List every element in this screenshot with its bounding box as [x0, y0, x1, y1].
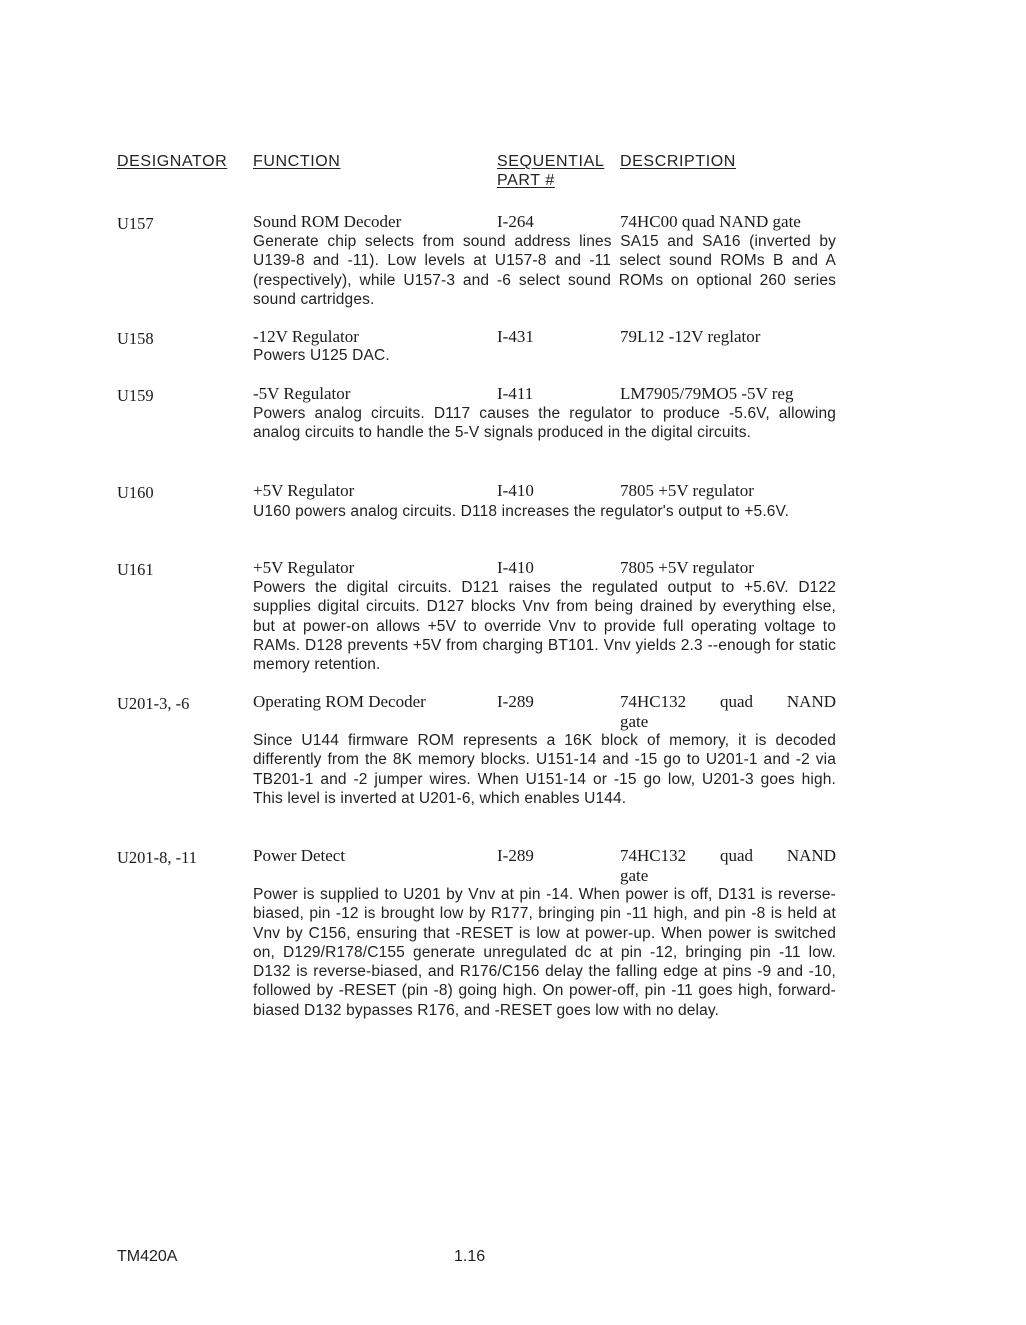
entry-body-text: Power is supplied to U201 by Vnv at pin -14. When power is off, D131 is reverse-biased, pin -12 is brought low by R177, bringing pin -11 high, and pin -8 is held at Vnv by C156, ensuring that -RESET is low at power-up. When power is switched on, D129/R178/C155 generate unregulated dc at pin -12, bringing pin -11 low. D132 is reverse-biased, and R176/C156 delay the falling edge at pins -9 and -10, followed by -RESET (pin -8) going high. On power-off, pin -11 goes high, forward-biased D132 bypasses R176, and -RESET goes low with no delay. — [253, 886, 836, 1019]
entry-description — [620, 692, 836, 732]
entry-function: Sound ROM Decoder — [253, 212, 402, 231]
description-word: NAND — [786, 692, 836, 711]
header-part-number: PART # — [497, 172, 555, 189]
entry-body-text: U160 powers analog circuits. D118 increases the regulator's output to +5.6V. — [253, 503, 790, 520]
entry-description: 7805 +5V regulator — [620, 558, 754, 577]
description-word: quad — [719, 692, 754, 711]
header-sequential: SEQUENTIAL — [497, 153, 605, 170]
description-line-2: gate — [620, 712, 649, 731]
entry-part-number: I-431 — [497, 327, 534, 346]
entry-function: Power Detect — [253, 846, 346, 865]
header-function: FUNCTION — [253, 153, 341, 170]
entry-part-number: I-289 — [497, 692, 534, 711]
entry-description: 74HC00 quad NAND gate — [620, 212, 801, 231]
entry-body-text: Powers the digital circuits. D121 raises the regulated output to +5.6V. D122 supplies digital circuits. D127 blocks Vnv from being drained by everything else, but at power-on allows +5V to override Vnv to provide full operating voltage to RAMs. D128 prevents +5V from charging BT101. Vnv yields 2.3 --enough for static memory retention. — [253, 579, 836, 674]
entry-designator: U157 — [117, 214, 154, 233]
entry-description — [620, 846, 836, 886]
description-word: NAND — [786, 846, 836, 865]
description-word: quad — [719, 846, 754, 865]
entry-function: Operating ROM Decoder — [253, 692, 426, 711]
entry-function: -5V Regulator — [253, 384, 351, 403]
entry-function: +5V Regulator — [253, 558, 355, 577]
entry-designator: U159 — [117, 386, 154, 405]
entry-designator: U201-3, -6 — [117, 694, 190, 713]
description-line-2: gate — [620, 866, 649, 885]
header-designator: DESIGNATOR — [117, 153, 228, 170]
entry-description: 7805 +5V regulator — [620, 481, 754, 500]
entry-body-text: Generate chip selects from sound address lines SA15 and SA16 (inverted by U139-8 and -11). Low levels at U157-8 and -11 select sound ROMs B and A (respectively), while U157-3 and -6 select sound ROMs on optional 260 series sound cartridges. — [253, 233, 836, 308]
entry-part-number: I-264 — [497, 212, 534, 231]
entry-designator: U158 — [117, 329, 154, 348]
entry-function: +5V Regulator — [253, 481, 355, 500]
entry-designator: U161 — [117, 560, 154, 579]
entry-part-number: I-289 — [497, 846, 534, 865]
entry-description: LM7905/79MO5 -5V reg — [620, 384, 794, 403]
description-word: 74HC132 — [620, 846, 687, 865]
entry-function: -12V Regulator — [253, 327, 359, 346]
description-word: 74HC132 — [620, 692, 687, 711]
footer-document-id: TM420A — [117, 1248, 178, 1265]
footer-page-number: 1.16 — [454, 1248, 486, 1265]
entry-designator: U201-8, -11 — [117, 848, 198, 867]
entry-part-number: I-410 — [497, 481, 534, 500]
entry-description: 79L12 -12V reglator — [620, 327, 761, 346]
entry-body-text: Powers analog circuits. D117 causes the regulator to produce -5.6V, allowing analog circuits to handle the 5-V signals produced in the digital circuits. — [253, 405, 836, 442]
entry-body-text: Since U144 firmware ROM represents a 16K block of memory, it is decoded differently from the 8K memory blocks. U151-14 and -15 go to U201-1 and -2 via TB201-1 and -2 jumper wires. When U151-14 or -15 go low, U201-3 goes high. This level is inverted at U201-6, which enables U144. — [253, 732, 836, 807]
entry-designator: U160 — [117, 483, 154, 502]
entry-part-number: I-411 — [497, 384, 534, 403]
entry-body-text: Powers U125 DAC. — [253, 347, 390, 364]
entry-part-number: I-410 — [497, 558, 534, 577]
header-description: DESCRIPTION — [620, 153, 736, 170]
